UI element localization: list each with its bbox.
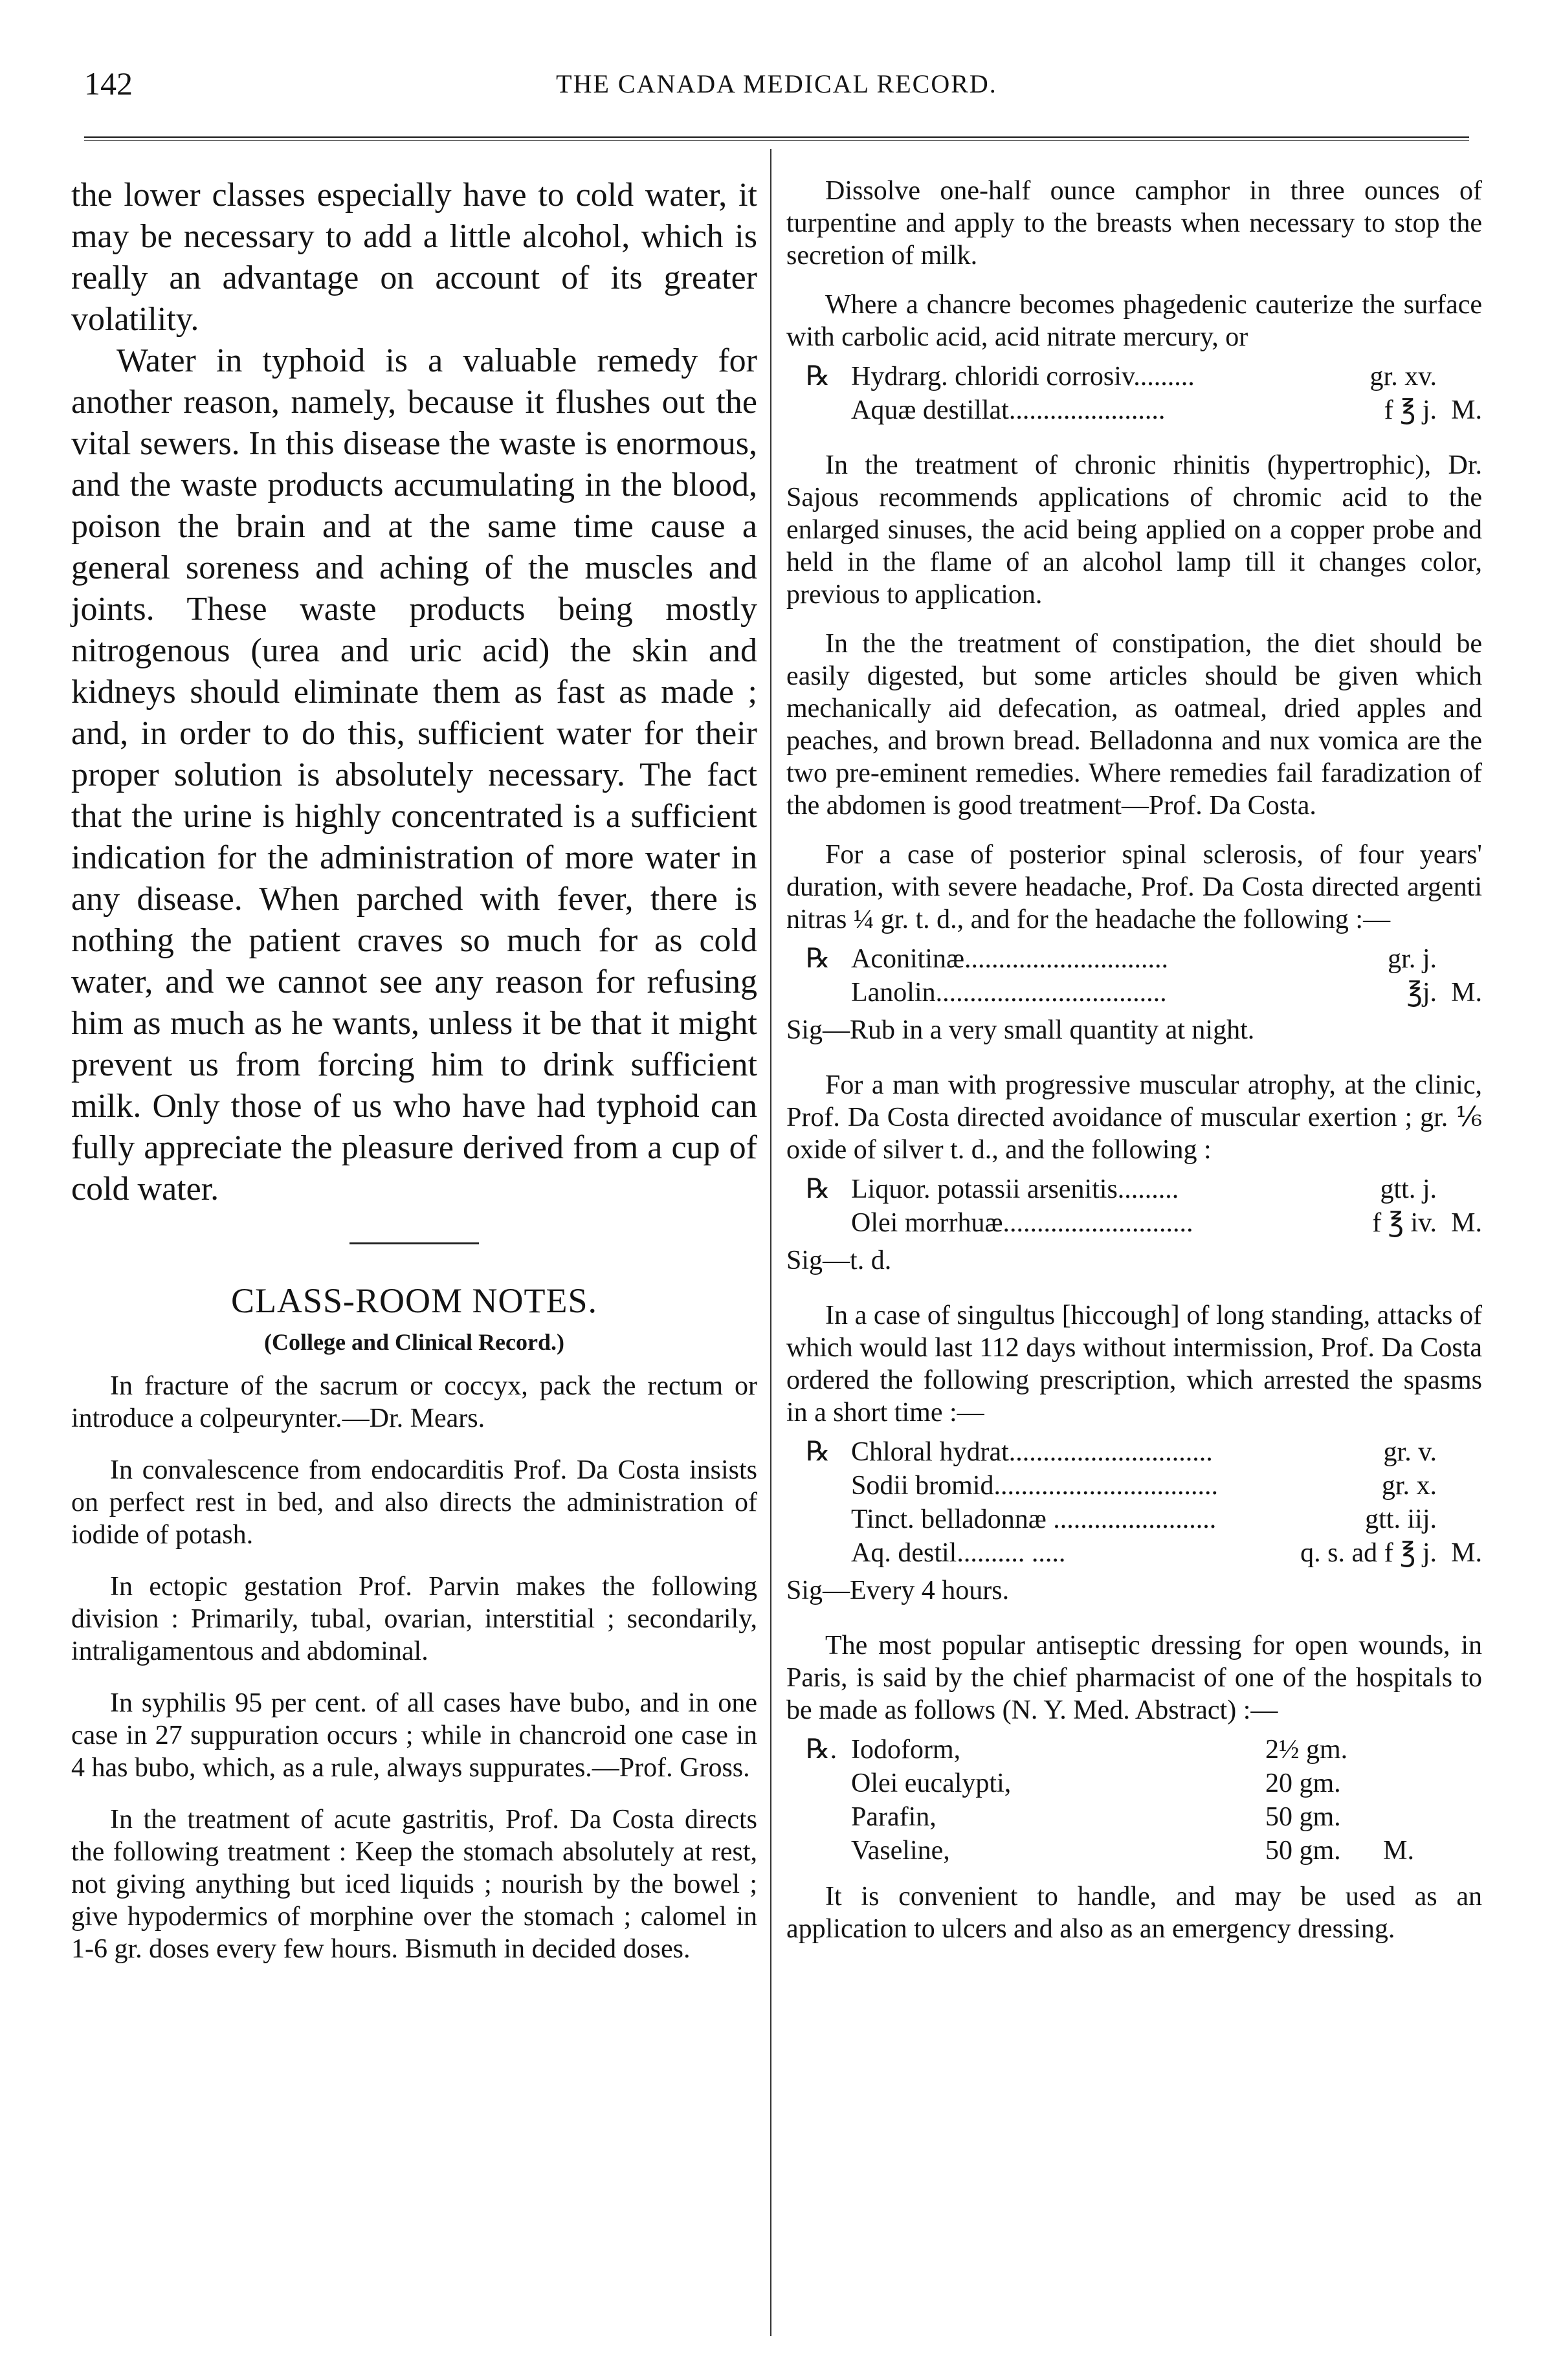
rx-dose: f ℥ j. xyxy=(1384,395,1437,425)
prescription-line xyxy=(786,1435,1482,1469)
rx-dose: gr. x. xyxy=(1381,1471,1437,1501)
rx-ingredient: Liquor. potassii arsenitis......... xyxy=(851,1174,1179,1204)
rx-symbol: ℞ xyxy=(806,362,830,391)
rx-ingredient: Olei morrhuæ............................ xyxy=(851,1208,1193,1238)
notes-continued xyxy=(786,175,1482,1945)
prescription-line xyxy=(786,1469,1482,1503)
rx-dose: gr. xv. xyxy=(1369,362,1437,391)
rx-ingredient: Vaseline, xyxy=(851,1836,950,1866)
prescription-line xyxy=(786,1733,1482,1767)
prescription-line xyxy=(786,1536,1482,1570)
prescription-line xyxy=(786,1206,1482,1240)
page-header xyxy=(84,65,1469,110)
page-number: 142 xyxy=(84,65,133,102)
section-rule xyxy=(349,1242,479,1244)
rx-dose: ℥j. xyxy=(1406,978,1437,1008)
note-paragraph: In convalescence from endocarditis Prof. Da Costa insists on perfect rest in bed, and also directs the administration of iodide of potash. xyxy=(71,1455,757,1550)
prescription-line xyxy=(786,1834,1482,1868)
prescription xyxy=(786,942,1482,1009)
note-paragraph: For a man with progressive muscular atrophy, at the clinic, Prof. Da Costa directed avoidance of muscular exertion ; gr. ⅙ oxide of silver t. d., and the following : xyxy=(786,1070,1482,1165)
rx-ingredient: Aq. destil.......... ..... xyxy=(851,1538,1066,1568)
class-room-notes xyxy=(71,1370,757,1965)
prescription-line xyxy=(786,1767,1482,1800)
note-paragraph: It is convenient to handle, and may be used as an application to ulcers and also as an emergency dressing. xyxy=(786,1882,1482,1944)
signa: Sig—t. d. xyxy=(786,1246,892,1275)
typhoid-water-article xyxy=(71,175,757,1210)
rx-dose: gtt. iij. xyxy=(1365,1504,1437,1534)
prescription-line xyxy=(786,1800,1482,1834)
note-paragraph: Where a chancre becomes phagedenic cauterize the surface with carbolic acid, acid nitrate mercury, or xyxy=(786,290,1482,352)
rx-ingredient: Hydrarg. chloridi corrosiv......... xyxy=(851,362,1195,391)
rx-misce: M. xyxy=(1451,395,1482,425)
note-paragraph: In the the treatment of constipation, the diet should be easily digested, but some articles should be given which mechanically aid defecation, as oatmeal, dried apples and peaches, and brown bread. Belladonna and nux vomica are the two pre-eminent remedies. Where remedies fail faradization of the abdomen is good treatment—Prof. Da Costa. xyxy=(786,629,1482,821)
column-divider xyxy=(770,149,771,2336)
prescription-line xyxy=(786,393,1482,427)
prescription-line xyxy=(786,1503,1482,1536)
rx-dose: f ℥ iv. xyxy=(1372,1208,1437,1238)
paragraph: the lower classes especially have to cold water, it may be necessary to add a little alcohol, which is really an advantage on account of its greater volatility. xyxy=(71,177,757,338)
prescription-line xyxy=(786,360,1482,393)
rx-misce: M. xyxy=(1451,1538,1482,1568)
signa: Sig—Every 4 hours. xyxy=(786,1576,1010,1605)
note-paragraph: In ectopic gestation Prof. Parvin makes the following division : Primarily, tubal, ovarian, interstitial ; secondarily, intraligamentous and abdominal. xyxy=(71,1572,757,1666)
rx-dose: gr. v. xyxy=(1383,1437,1437,1467)
section-title: CLASS-ROOM NOTES. xyxy=(230,1281,598,1320)
note-paragraph: The most popular antiseptic dressing for open wounds, in Paris, is said by the chief pharmacist of one of the hospitals to be made as follows (N. Y. Med. Abstract) :— xyxy=(786,1631,1482,1725)
rx-misce: M. xyxy=(1383,1836,1414,1866)
prescription xyxy=(786,360,1482,427)
running-title: THE CANADA MEDICAL RECORD. xyxy=(556,69,997,98)
rx-ingredient: Iodoform, xyxy=(851,1735,961,1765)
rx-dose: gtt. j. xyxy=(1380,1174,1437,1204)
rx-ingredient: Olei eucalypti, xyxy=(851,1768,1012,1798)
note-paragraph: In the treatment of chronic rhinitis (hypertrophic), Dr. Sajous recommends applications of chromic acid to the enlarged sinuses, the acid being applied on a copper probe and held in the flame of an alcohol lamp till it changes color, previous to application. xyxy=(786,450,1482,610)
note-paragraph: In syphilis 95 per cent. of all cases have bubo, and in one case in 27 suppuration occurs ; while in chancroid one case in 4 has bubo, which, as a rule, always suppurates.—Prof. Gross. xyxy=(71,1688,757,1783)
rx-ingredient: Tinct. belladonnæ ........................ xyxy=(851,1504,1217,1534)
prescription-line xyxy=(786,942,1482,976)
rx-dose: 2½ gm. xyxy=(1265,1735,1348,1765)
rx-ingredient: Chloral hydrat.............................. xyxy=(851,1437,1213,1467)
rx-dose: q. s. ad f ℥ j. xyxy=(1300,1538,1437,1568)
rx-symbol: ℞ xyxy=(806,944,830,974)
note-paragraph: In fracture of the sacrum or coccyx, pack the rectum or introduce a colpeurynter.—Dr. Mears. xyxy=(71,1371,757,1433)
rx-misce: M. xyxy=(1451,1208,1482,1238)
prescription xyxy=(786,1435,1482,1570)
rx-ingredient: Aconitinæ.............................. xyxy=(851,944,1168,974)
rx-ingredient: Lanolin.................................. xyxy=(851,978,1167,1008)
prescription xyxy=(786,1733,1482,1868)
note-paragraph: For a case of posterior spinal sclerosis, of four years' duration, with severe headache, Prof. Da Costa directed argenti nitras ¼ gr. t. d., and for the headache the following :— xyxy=(786,840,1482,934)
paragraph: Water in typhoid is a valuable remedy for another reason, namely, because it flushes out the vital sewers. In this disease the waste is enormous, and the waste products accumulating in the blood, poison the brain and at the same time cause a general soreness and aching of the muscles and joints. These waste products being mostly nitrogenous (urea and uric acid) the skin and kidneys should eliminate them as fast as made ; and, in order to do this, sufficient water for their proper solution is absolutely necessary. The fact that the urine is highly concentrated is a sufficient indication for the administration of more water in any disease. When parched with fever, there is nothing the patient craves so much for as cold water, and we cannot see any reason for refusing him as much as he wants, unless it be that it might prevent us from forcing him to drink sufficient milk. Only those of us who have had typhoid can fully appreciate the pleasure derived from a cup of cold water. xyxy=(71,342,757,1207)
rx-dose: 50 gm. xyxy=(1265,1802,1341,1832)
rx-ingredient: Sodii bromid................................. xyxy=(851,1471,1219,1501)
rx-dose: gr. j. xyxy=(1388,944,1437,974)
section-source: (College and Clinical Record.) xyxy=(264,1329,564,1355)
right-column xyxy=(786,175,1482,1962)
note-paragraph: In the treatment of acute gastritis, Prof. Da Costa directs the following treatment : Keep the stomach absolutely at rest, not giving anything but iced liquids ; nourish by the bowel ; give hypodermics of morphine over the stomach ; calomel in 1-6 gr. doses every few hours. Bismuth in decided doses. xyxy=(71,1805,757,1964)
rx-misce: M. xyxy=(1451,978,1482,1008)
rx-symbol: ℞. xyxy=(806,1735,837,1765)
rx-ingredient: Parafin, xyxy=(851,1802,937,1832)
rx-dose: 20 gm. xyxy=(1265,1768,1341,1798)
note-paragraph: Dissolve one-half ounce camphor in three ounces of turpentine and apply to the breasts when necessary to stop the secretion of milk. xyxy=(786,176,1482,270)
rx-symbol: ℞ xyxy=(806,1174,830,1204)
rx-symbol: ℞ xyxy=(806,1437,830,1467)
note-paragraph: In a case of singultus [hiccough] of long standing, attacks of which would last 112 days without intermission, Prof. Da Costa ordered the following prescription, which arrested the spasms in a short time :— xyxy=(786,1301,1482,1427)
prescription xyxy=(786,1173,1482,1240)
signa: Sig—Rub in a very small quantity at night. xyxy=(786,1015,1255,1045)
rx-dose: 50 gm. xyxy=(1265,1836,1341,1866)
header-rule xyxy=(84,136,1469,141)
left-column xyxy=(71,175,757,1985)
rx-ingredient: Aquæ destillat....................... xyxy=(851,395,1166,425)
prescription-line xyxy=(786,976,1482,1009)
prescription-line xyxy=(786,1173,1482,1206)
